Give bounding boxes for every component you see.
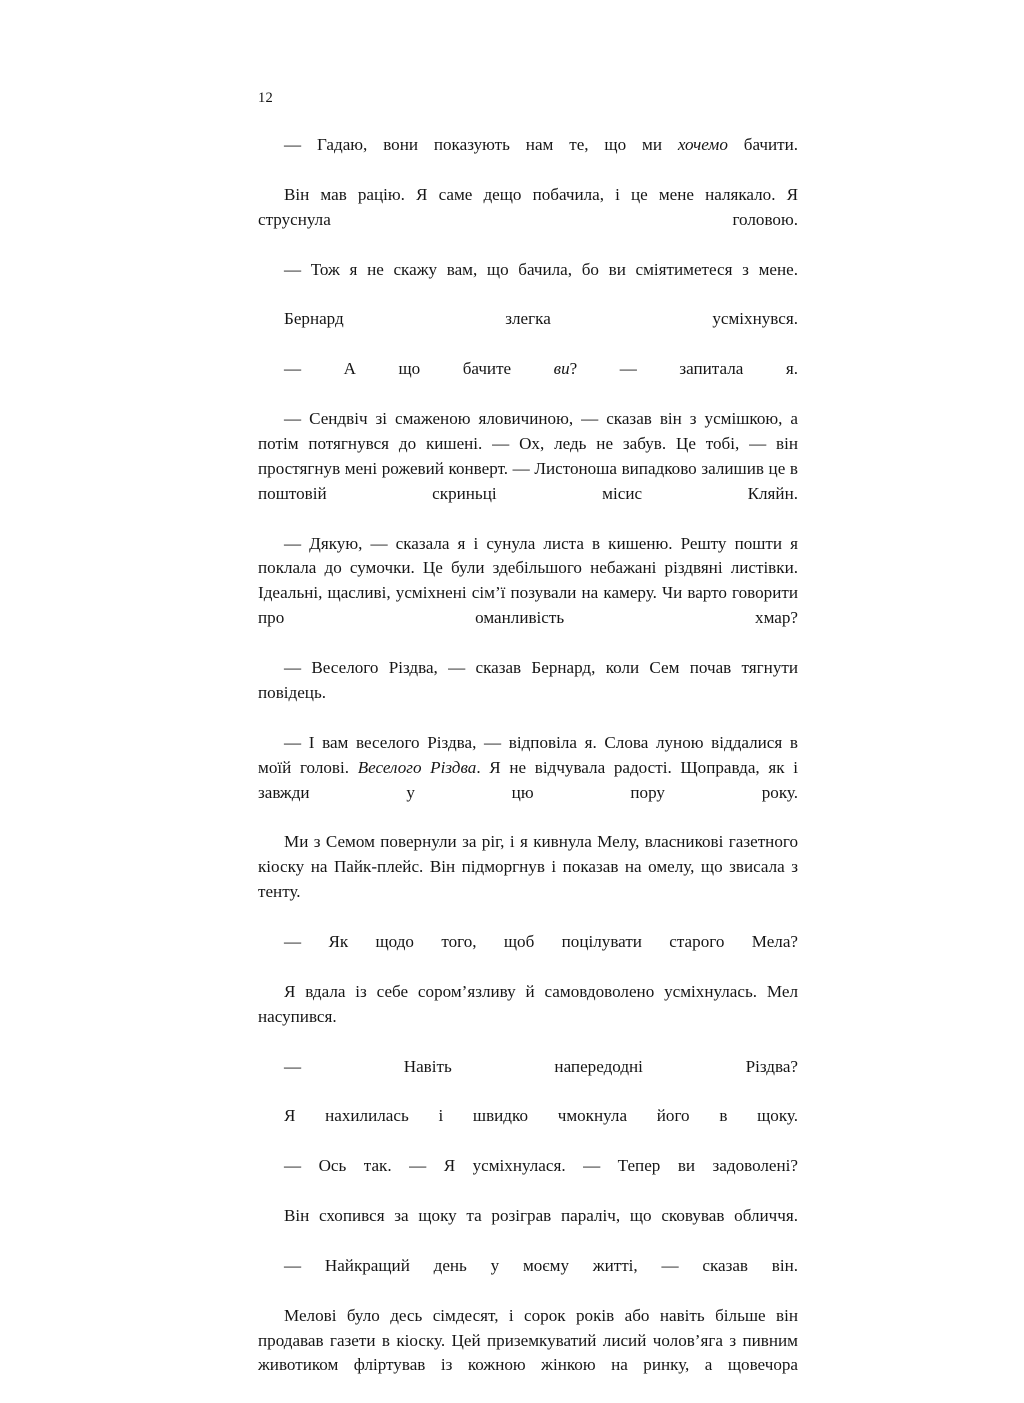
text-run: — Тож я не скажу вам, що бачила, бо ви сміятиметеся з мене.	[284, 259, 798, 279]
text-run: . Я не відчувала радості. Щоправда, як і завжди у цю пору року.	[258, 757, 799, 802]
paragraph	[258, 183, 798, 258]
paragraph	[258, 1104, 798, 1154]
paragraph	[258, 656, 798, 731]
text-run: Я вдала із себе сором’язливу й самовдоволено усміхнулась. Мел насупився.	[258, 981, 798, 1026]
text-run: — Як щодо того, щоб поцілувати старого Мела?	[284, 932, 798, 951]
emphasis-text: хочемо	[677, 135, 728, 154]
paragraph	[258, 980, 798, 1055]
paragraph	[258, 830, 798, 930]
paragraph	[258, 532, 798, 657]
text-run: — Сендвіч зі смаженою яловичиною, — сказав він з усмішкою, а потім потягнувся до кишені. — Ох, ледь не забув. Це тобі, — він простягнув мені рожевий конверт. — Листоноша випадково залишив це в поштовій скриньці місис Кляйн.	[258, 408, 798, 503]
text-run: — Ось так. — Я усміхнулася. — Тепер ви задоволені?	[284, 1156, 798, 1176]
page-number: 12	[258, 90, 273, 106]
emphasis-text: ви	[553, 359, 570, 379]
text-run: — І вам веселого Різдва, — відповіла я. Слова луною віддалися в моїй голові.	[258, 732, 798, 777]
text-run: Він мав рацію. Я саме дещо побачила, і це мене налякало. Я струснула головою.	[258, 184, 798, 229]
paragraph	[258, 930, 798, 980]
paragraph	[258, 1055, 798, 1105]
text-run: Ми з Семом повернули за ріг, і я кивнула Мелу, власникові газетного кіоску на Пайк-плейс. Він підморгнув і показав на омелу, що звисала з тенту.	[258, 832, 798, 902]
paragraph	[258, 1254, 798, 1304]
paragraph	[258, 258, 798, 308]
text-run: — Найкращий день у моєму житті, — сказав він.	[284, 1255, 798, 1275]
paragraph	[258, 407, 798, 532]
body-text-block	[258, 133, 798, 1403]
text-run: ? — запитала я.	[569, 359, 798, 379]
text-run: — Навіть напередодні Різдва?	[284, 1056, 798, 1076]
text-run: — А що бачите	[284, 359, 554, 379]
text-run: — Веселого Різдва, — сказав Бернард, коли Сем почав тягнути повідець.	[258, 658, 798, 702]
paragraph	[258, 307, 798, 357]
text-run: бачити.	[727, 135, 798, 154]
text-run: — Дякую, — сказала я і сунула листа в кишеню. Решту пошти я поклала до сумочки. Це були здебільшого небажані різдвяні листівки. Ідеальні, щасливі, усміхнені сім’ї позували на камеру. Чи варто говорити про оманливість хмар?	[258, 533, 798, 628]
paragraph	[258, 133, 798, 183]
text-run: Бернард злегка усміхнувся.	[284, 309, 798, 329]
paragraph	[258, 1154, 798, 1204]
text-run: Я нахилилась і швидко чмокнула його в щоку.	[284, 1106, 798, 1126]
paragraph	[258, 1304, 798, 1403]
paragraph	[258, 357, 798, 407]
emphasis-text: Веселого Різдва	[357, 757, 477, 777]
paragraph	[258, 731, 798, 831]
text-run: — Гадаю, вони показують нам те, що ми	[284, 135, 678, 154]
text-run: Він схопився за щоку та розіграв параліч, що сковував обличчя.	[284, 1205, 798, 1225]
text-run: Мелові було десь сімдесят, і сорок років або навіть більше він продавав газети в кіоску. Цей приземкуватий лисий чолов’яга з пивним животиком фліртував із кожною жінкою на ринку, а щовечора	[258, 1305, 798, 1375]
paragraph	[258, 1204, 798, 1254]
